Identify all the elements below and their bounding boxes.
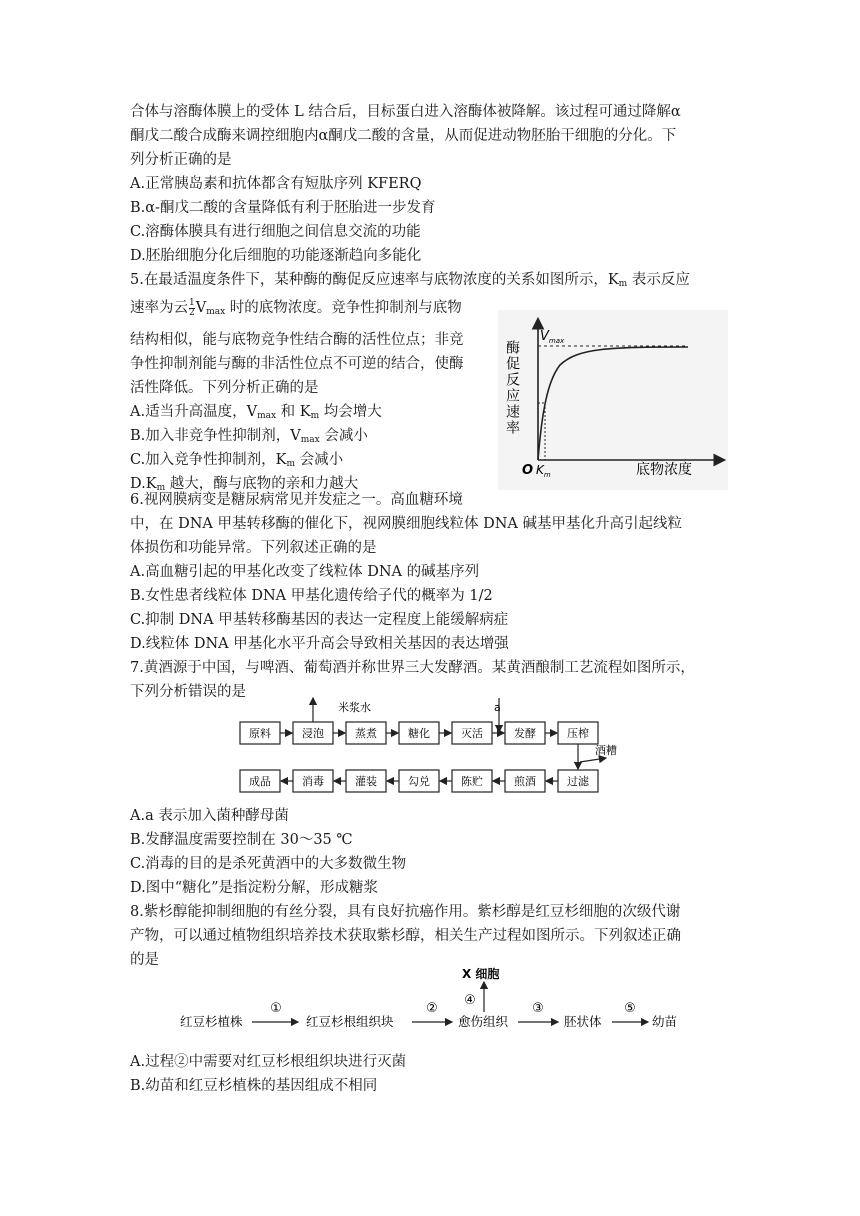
q6-option-a: A.高血糖引起的甲基化改变了线粒体 DNA 的碱基序列 [130, 564, 480, 580]
node-callus: 愈伤组织 [458, 1014, 509, 1029]
q5-stem-line1: 5.在最适温度条件下，某种酶的酶促反应速率与底物浓度的关系如图所示，$K_m$ 表示反应 [130, 272, 690, 289]
q6-option-b: B.女性患者线粒体 DNA 甲基化遗传给子代的概率为 1/2 [130, 588, 493, 604]
q8-stem-line1: 8.紫杉醇能抑制细胞的有丝分裂，具有良好抗癌作用。紫杉醇是红豆杉细胞的次级代谢 [130, 904, 681, 920]
flow-box-label: 发酵 [514, 727, 536, 740]
yellow-wine-process-diagram [230, 694, 630, 802]
q4-option-a: A.正常胰岛素和抗体都含有短肽序列 KFERQ [130, 176, 422, 192]
flow-box-top-3 [399, 722, 439, 744]
q8-option-b: B.幼苗和红豆杉植株的基因组成不相同 [130, 1078, 378, 1094]
flow-box-bottom-5 [505, 770, 545, 792]
q6-stem-line3: 体损伤和功能异常。下列叙述正确的是 [130, 540, 377, 556]
q6-option-c: C.抑制 DNA 甲基转移酶基因的表达一定程度上能缓解病症 [130, 612, 509, 628]
taxol-production-diagram [180, 966, 680, 1046]
q8-stem-line2: 产物，可以通过植物组织培养技术获取紫杉醇，相关生产过程如图所示。下列叙述正确 [130, 928, 681, 944]
flow-box-label: 成品 [249, 775, 271, 788]
q4-option-c: C.溶酶体膜具有进行细胞之间信息交流的功能 [130, 224, 421, 240]
step-4-label: ④ [464, 993, 476, 1008]
q5-option-c: C.加入竞争性抑制剂，$K_m$ 会减小 [130, 452, 344, 469]
flow-box-label: 陈贮 [461, 775, 483, 788]
origin-label: O [522, 463, 534, 478]
flow-box-top-0 [240, 722, 280, 744]
node-embryoid: 胚状体 [564, 1014, 602, 1029]
y-axis-label: 酶促反应速率 [504, 340, 520, 436]
q6-stem-line1: 6.视网膜病变是糖尿病常见并发症之一。高血糖环境 [130, 492, 463, 508]
q7-option-a: A.a 表示加入菌种酵母菌 [130, 808, 289, 824]
q4-option-d: D.胚胎细胞分化后细胞的功能逐渐趋向多能化 [130, 248, 422, 264]
q5-stem-line5: 活性降低。下列分析正确的是 [130, 380, 319, 396]
flow-box-label: 灭活 [461, 727, 483, 740]
q7-option-d: D.图中“糖化”是指淀粉分解，形成糖浆 [130, 880, 379, 896]
flow-box-top-1 [293, 722, 333, 744]
q8-stem-line3: 的是 [130, 952, 159, 968]
q4-stem-line1: 合体与溶酶体膜上的受体 L 结合后，目标蛋白进入溶酶体被降解。该过程可通过降解α [130, 104, 681, 120]
q6-stem-line2: 中，在 DNA 甲基转移酶的催化下，视网膜细胞线粒体 DNA 碱基甲基化升高引起线粒 [130, 516, 683, 532]
q7-stem-line2: 下列分析错误的是 [130, 684, 246, 700]
flow-box-label: 原料 [249, 727, 271, 740]
lees-arrow [580, 758, 606, 762]
a-label: a [494, 701, 501, 714]
q7-option-b: B.发酵温度需要控制在 30～35 ℃ [130, 832, 353, 848]
q7-stem-line1: 7.黄酒源于中国，与啤酒、葡萄酒并称世界三大发酵酒。某黄酒酿制工艺流程如图所示， [130, 660, 695, 676]
node-x-cell: X 细胞 [462, 967, 500, 981]
q5-stem-line2: 速率为云 $\frac{1}{2}$ $V_{max}$ 时的底物浓度。竞争性抑制剂与底物 [130, 297, 462, 318]
flow-box-label: 勾兑 [408, 775, 430, 788]
node-root-tissue: 红豆杉根组织块 [306, 1014, 394, 1029]
flow-box-bottom-2 [346, 770, 386, 792]
node-seedling: 幼苗 [652, 1014, 678, 1029]
flow-box-label: 过滤 [567, 775, 589, 788]
flow-box-top-5 [505, 722, 545, 744]
flow-box-top-2 [346, 722, 386, 744]
q5-option-b: B.加入非竞争性抑制剂，$V_{max}$ 会减小 [130, 428, 368, 445]
flow-box-bottom-6 [558, 770, 598, 792]
flow-box-bottom-1 [293, 770, 333, 792]
q4-stem-line3: 列分析正确的是 [130, 152, 232, 168]
enzyme-rate-graph [498, 310, 728, 490]
distiller-grains-label: 酒糟 [595, 744, 617, 757]
q5-stem-line3: 结构相似，能与底物竞争性结合酶的活性位点；非竞 [130, 332, 464, 348]
q5-option-d: $D.K_m$ 越大，酶与底物的亲和力越大 [130, 476, 359, 493]
q4-stem-line2: 酮戊二酸合成酶来调控细胞内α酮戊二酸的含量，从而促进动物胚胎干细胞的分化。下 [130, 128, 677, 144]
step-2-label: ② [426, 1001, 438, 1016]
flow-box-label: 浸泡 [302, 727, 324, 740]
q6-option-d: D.线粒体 DNA 甲基化水平升高会导致相关基因的表达增强 [130, 636, 509, 652]
vmax-label: $V_{max}$ [540, 329, 565, 345]
km-label: $K_m$ [536, 463, 551, 479]
q4-option-b: B.α-酮戊二酸的含量降低有利于胚胎进一步发育 [130, 200, 436, 216]
q7-option-c: C.消毒的目的是杀死黄酒中的大多数微生物 [130, 856, 407, 872]
node-taxus-plant: 红豆杉植株 [180, 1014, 243, 1029]
q5-stem-line4: 争性抑制剂能与酶的非活性位点不可逆的结合，使酶 [130, 356, 464, 372]
flow-box-label: 煎酒 [514, 775, 536, 788]
flow-box-label: 蒸煮 [355, 727, 377, 740]
flow-box-bottom-0 [240, 770, 280, 792]
flow-box-label: 消毒 [302, 775, 324, 788]
flow-box-label: 糖化 [408, 727, 430, 740]
flow-box-top-6 [558, 722, 598, 744]
flow-box-label: 压榨 [567, 727, 589, 740]
step-3-label: ③ [532, 1001, 544, 1016]
flow-box-label: 灌装 [355, 775, 377, 788]
step-1-label: ① [270, 1001, 282, 1016]
flow-box-top-4 [452, 722, 492, 744]
q5-option-a: A.适当升高温度，$V_{max}$ 和 $K_m$ 均会增大 [130, 404, 382, 421]
x-axis-label: 底物浓度 [636, 462, 692, 478]
q8-option-a: A.过程②中需要对红豆杉根组织块进行灭菌 [130, 1054, 407, 1070]
one-half-fraction: $\frac{1}{2}$ [189, 297, 195, 318]
flow-box-bottom-4 [452, 770, 492, 792]
step-5-label: ⑤ [624, 1001, 636, 1016]
flow-box-bottom-3 [399, 770, 439, 792]
rice-water-label: 米浆水 [338, 701, 371, 714]
